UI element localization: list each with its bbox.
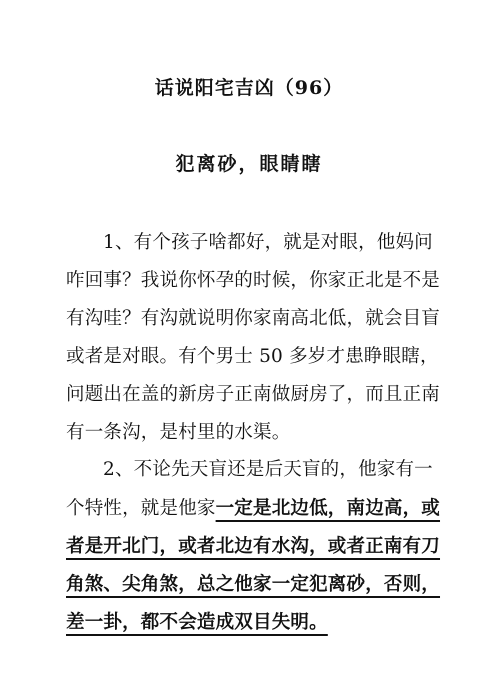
- document-title: 话说阳宅吉凶（96）: [154, 77, 344, 99]
- paragraph-2-underlined-line-1: 者是开北门，或者北边有水沟，或者正南有刀: [66, 536, 441, 557]
- paragraph-2-underlined-line-2: 角煞、尖角煞，总之他家一定犯离砂，否则，: [66, 574, 441, 595]
- paragraph-1-line-2: 咋回事？我说你怀孕的时候，你家正北是不是: [66, 270, 441, 291]
- paragraph-2-underlined-line-3: 差一卦，都不会造成双目失明。: [66, 612, 328, 633]
- paragraph-2-line-2-underlined: 一定是北边低，南边高，或: [215, 498, 441, 519]
- paragraph-2-line-2: [66, 496, 440, 522]
- paragraph-1-line-5: 问题出在盖的新房子正南做厨房了，而且正南: [66, 384, 441, 405]
- paragraph-1-line-6: 有一条沟，是村里的水渠。: [66, 422, 291, 443]
- paragraph-1-line-1: 1、有个孩子啥都好，就是对眼，他妈问: [103, 232, 433, 253]
- paragraph-1-line-3: 有沟哇？有沟就说明你家南高北低，就会目盲: [66, 308, 441, 329]
- document-subtitle: 犯离砂，眼睛瞎: [175, 153, 323, 175]
- paragraph-2-line-2-plain: 个特性，就是他家: [66, 498, 216, 519]
- paragraph-1-line-4: 或者是对眼。有个男士 50 多岁才患睁眼瞎，: [66, 346, 439, 367]
- paragraph-2-line-1: 2、不论先天盲还是后天盲的，他家有一: [103, 459, 433, 480]
